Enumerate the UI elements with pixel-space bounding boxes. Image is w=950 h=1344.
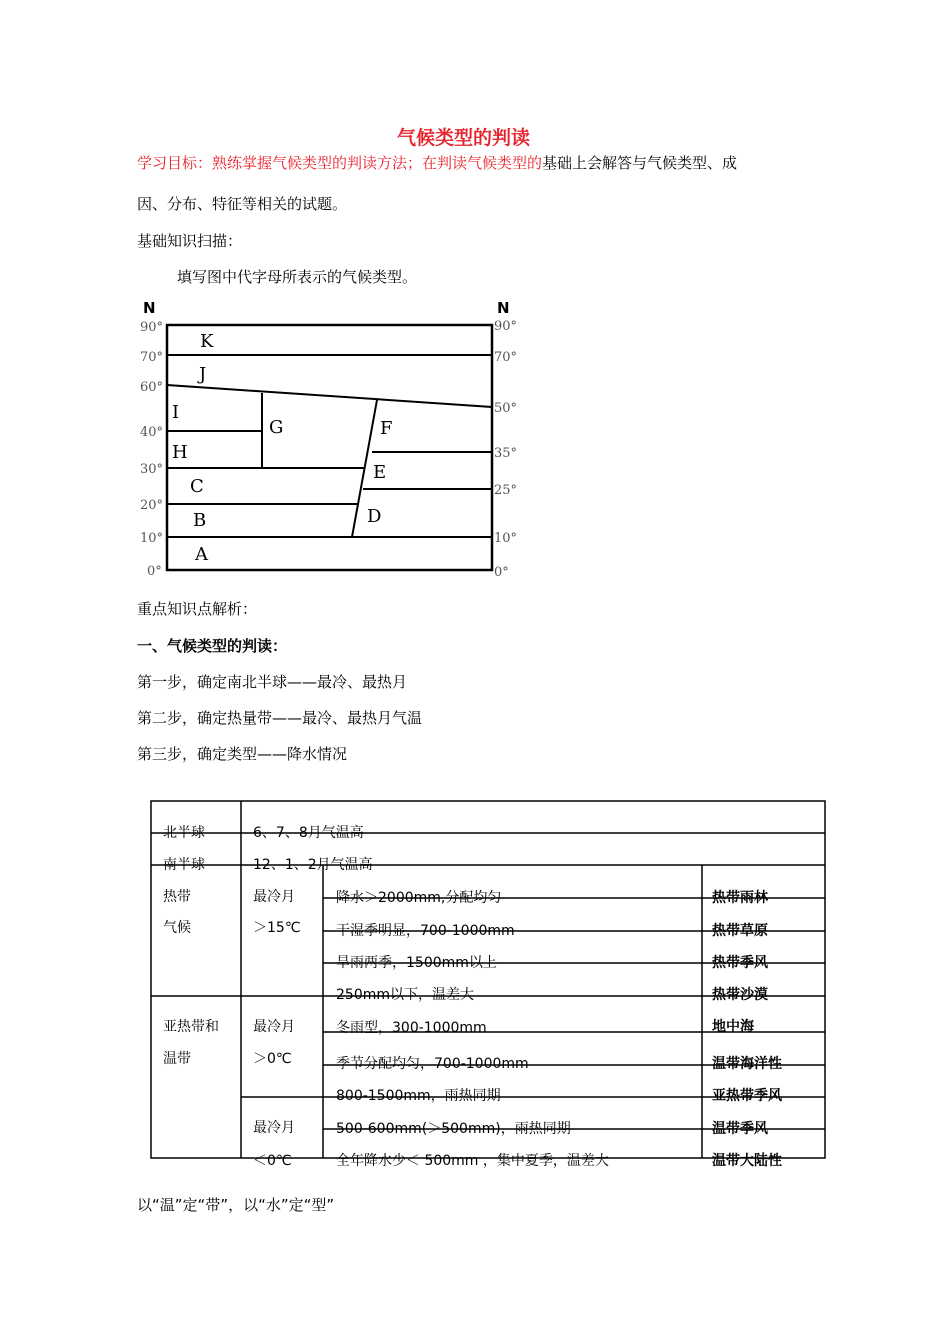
step-2: 第二步，确定热量带——最冷、最热月气温 xyxy=(137,709,423,727)
warm-type-1: 地中海 xyxy=(712,1019,754,1035)
fill-instruction: 填写图中代字母所表示的气候类型。 xyxy=(177,268,418,286)
section-1-heading: 一、气候类型的判读： xyxy=(137,637,288,655)
cold-desc-1: 500-600mm(＞500mm)，雨热同期 xyxy=(336,1121,571,1137)
lat-right-35: 35° xyxy=(494,446,518,461)
diagram-frame xyxy=(167,325,492,570)
lat-left-90: 90° xyxy=(140,320,164,335)
step-3: 第三步，确定类型——降水情况 xyxy=(137,745,348,763)
lat-left-30: 30° xyxy=(140,462,164,477)
cold-type-2: 温带大陆性 xyxy=(712,1153,782,1169)
page-title: 气候类型的判读 xyxy=(397,127,531,149)
letter-D: D xyxy=(367,506,382,527)
cold-type-1: 温带季风 xyxy=(712,1121,768,1137)
tropical-desc-4: 250mm以下，温差大 xyxy=(336,987,474,1003)
warm-cond-2: ＞0℃ xyxy=(253,1051,292,1067)
tropical-desc-3: 旱雨两季，1500mm以上 xyxy=(336,955,497,971)
objective-line2: 因、分布、特征等相关的试题。 xyxy=(137,195,348,213)
climate-zone-diagram xyxy=(0,0,950,600)
letter-J: J xyxy=(199,364,207,385)
letter-G: G xyxy=(269,417,284,438)
tropical-desc-2: 干湿季明显，700-1000mm xyxy=(336,923,515,939)
letter-C: C xyxy=(190,476,204,497)
cold-cond-1: 最冷月 xyxy=(253,1120,295,1136)
hemi-north-desc: 6、7、8月气温高 xyxy=(253,825,364,841)
step-1: 第一步，确定南北半球——最冷、最热月 xyxy=(137,673,408,691)
warm-desc-2: 季节分配均匀，700-1000mm xyxy=(336,1056,529,1072)
warm-cond-1: 最冷月 xyxy=(253,1019,295,1035)
key-heading: 重点知识点解析： xyxy=(137,600,258,618)
tropical-type-1: 热带雨林 xyxy=(712,890,768,906)
letter-I: I xyxy=(172,402,180,423)
lat-left-60: 60° xyxy=(140,380,164,395)
warm-desc-3: 800-1500mm，雨热同期 xyxy=(336,1088,501,1104)
hemi-south-desc: 12、1、2月气温高 xyxy=(253,857,373,873)
climate-table-lines xyxy=(0,795,950,1170)
lat-left-40: 40° xyxy=(140,425,164,440)
cold-cond-2: ＜0℃ xyxy=(253,1153,292,1169)
objective-red: 学习目标：熟练掌握气候类型的判读方法；在判读气候类型的 xyxy=(137,154,543,172)
tropical-cond-1: 最冷月 xyxy=(253,889,295,905)
tropical-type-4: 热带沙漠 xyxy=(712,987,768,1003)
letter-E: E xyxy=(373,462,387,483)
basic-heading: 基础知识扫描： xyxy=(137,232,243,250)
lat-left-70: 70° xyxy=(140,350,164,365)
temperate-zone-2: 温带 xyxy=(163,1051,191,1067)
letter-B: B xyxy=(193,510,207,531)
objective-black: 基础上会解答与气候类型、成 xyxy=(542,154,738,172)
footer-note: 以“温”定“带”，以“水”定“型” xyxy=(137,1196,335,1214)
lat-left-0: 0° xyxy=(147,564,162,579)
letter-F: F xyxy=(380,418,393,439)
line-60-50 xyxy=(167,385,492,407)
letter-K: K xyxy=(200,331,214,352)
tropical-zone-1: 热带 xyxy=(163,889,191,905)
warm-type-3: 亚热带季风 xyxy=(712,1088,782,1104)
lat-right-0: 0° xyxy=(494,565,509,580)
tropical-type-2: 热带草原 xyxy=(712,923,768,939)
lat-left-10: 10° xyxy=(140,531,164,546)
lat-right-50: 50° xyxy=(494,401,518,416)
hemi-south-label: 南半球 xyxy=(163,857,205,873)
lat-right-90: 90° xyxy=(494,319,518,334)
north-left: N xyxy=(143,299,156,317)
warm-type-2: 温带海洋性 xyxy=(712,1056,782,1072)
tropical-zone-2: 气候 xyxy=(163,920,191,936)
temperate-zone-1: 亚热带和 xyxy=(163,1019,219,1035)
hemi-north-label: 北半球 xyxy=(163,825,205,841)
north-right: N xyxy=(497,299,510,317)
cold-desc-2: 全年降水少＜ 500mm ，集中夏季，温差大 xyxy=(336,1153,609,1169)
lat-left-20: 20° xyxy=(140,498,164,513)
tropical-cond-2: ＞15℃ xyxy=(253,920,301,936)
tropical-desc-1: 降水＞2000mm,分配均匀 xyxy=(336,890,502,906)
lat-right-70: 70° xyxy=(494,350,518,365)
letter-H: H xyxy=(172,442,188,463)
letter-A: A xyxy=(195,544,208,565)
tropical-type-3: 热带季风 xyxy=(712,955,768,971)
warm-desc-1: 冬雨型，300-1000mm xyxy=(336,1020,487,1036)
lat-right-10: 10° xyxy=(494,531,518,546)
lat-right-25: 25° xyxy=(494,483,518,498)
